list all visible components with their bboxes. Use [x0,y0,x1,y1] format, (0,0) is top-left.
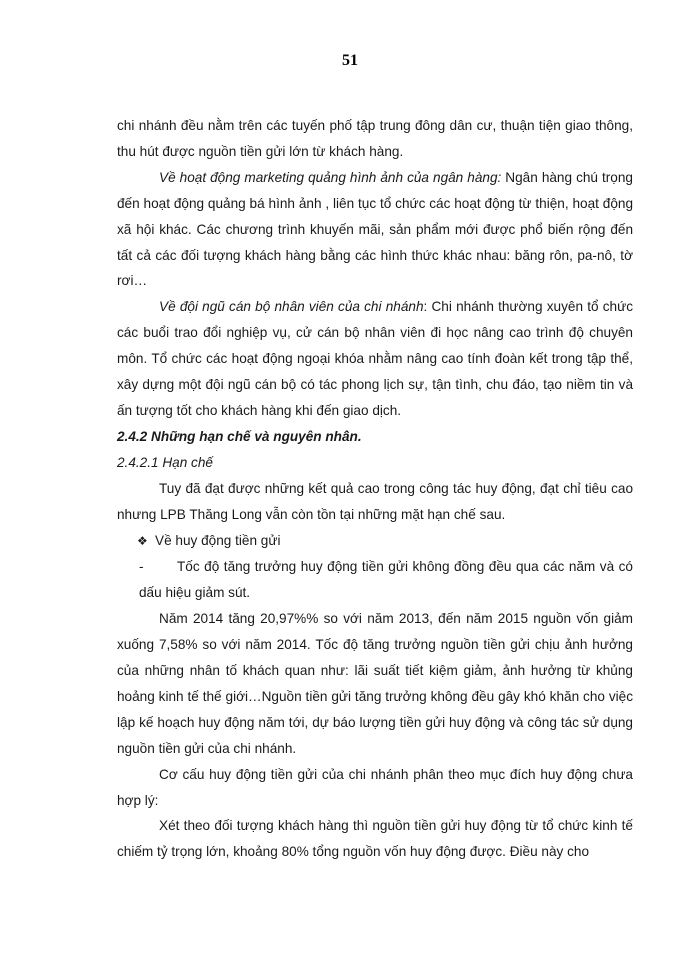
body-text [117,113,633,865]
dash-item [117,554,633,606]
paragraph-customers: Xét theo đối tượng khách hàng thì nguồn tiền gửi huy động từ tổ chức kinh tế chiếm tỷ trọng lớn, khoảng 80% tổng nguồn vốn huy động được. Điều này cho [117,818,633,860]
paragraph-staff [117,294,633,424]
diamond-bullet-icon: ❖ [137,533,148,548]
bullet-item [117,528,633,555]
dash-icon: - [139,559,144,575]
paragraph-structure: Cơ cấu huy động tiền gửi của chi nhánh phân theo mục đích huy động chưa hợp lý: [117,766,633,808]
subheading-limitations: 2.4.2.1 Hạn chế [117,454,213,470]
heading-limitations: 2.4.2 Những hạn chế và nguyên nhân. [117,428,362,444]
paragraph-marketing-lead: Về hoạt động marketing quảng hình ảnh của ngân hàng: [159,169,502,185]
paragraph-intro-limitations: Tuy đã đạt được những kết quả cao trong công tác huy động, đạt chỉ tiêu cao nhưng LPB Thăng Long vẫn còn tồn tại những mặt hạn chế sau. [117,480,633,522]
paragraph-staff-body: : Chi nhánh thường xuyên tổ chức các buổi trao đổi nghiệp vụ, cử cán bộ nhân viên đi học nâng cao trình độ chuyên môn. Tổ chức các hoạt động ngoại khóa nhằm nâng cao tính đoàn kết trong tập thể, xây dựng một đội ngũ cán bộ có tác phong lịch sự, tận tình, chu đáo, tạo niềm tin và ấn tượng tốt cho khách hàng khi đến giao dịch. [117,299,633,418]
paragraph-marketing [117,165,633,295]
paragraph-staff-lead: Về đội ngũ cán bộ nhân viên của chi nhánh [159,299,424,315]
dash-item-text: Tốc độ tăng trưởng huy động tiền gửi không đồng đều qua các năm và có dấu hiệu giảm sút. [139,559,633,601]
page-number: 51 [342,52,358,69]
paragraph-marketing-body: Ngân hàng chú trọng đến hoạt động quảng bá hình ảnh , liên tục tổ chức các hoạt động từ thiện, hoạt động xã hội khác. Các chương trình khuyến mãi, sản phẩm mới được phổ biến rộng đến tất cả các đối tượng khách hàng bằng các hình thức khác nhau: băng rôn, pa-nô, tờ rơi… [117,169,633,289]
paragraph-continuation: chi nhánh đều nằm trên các tuyến phố tập trung đông dân cư, thuận tiện giao thông, thu hút được nguồn tiền gửi lớn từ khách hàng. [117,118,633,159]
paragraph-growth: Năm 2014 tăng 20,97%% so với năm 2013, đến năm 2015 nguồn vốn giảm xuống 7,58% so với năm 2014. Tốc độ tăng trưởng nguồn tiền gửi chịu ảnh hưởng của những nhân tố khách quan như: lãi suất tiết kiệm giảm, ảnh hưởng từ khủng hoảng kinh tế thế giới…Nguồn tiền gửi tăng trưởng không đều gây khó khăn cho việc lập kế hoạch huy động năm tới, dự báo lượng tiền gửi huy động và công tác sử dụng nguồn tiền gửi của chi nhánh. [117,611,633,756]
bullet-item-text: Về huy động tiền gửi [155,532,281,548]
